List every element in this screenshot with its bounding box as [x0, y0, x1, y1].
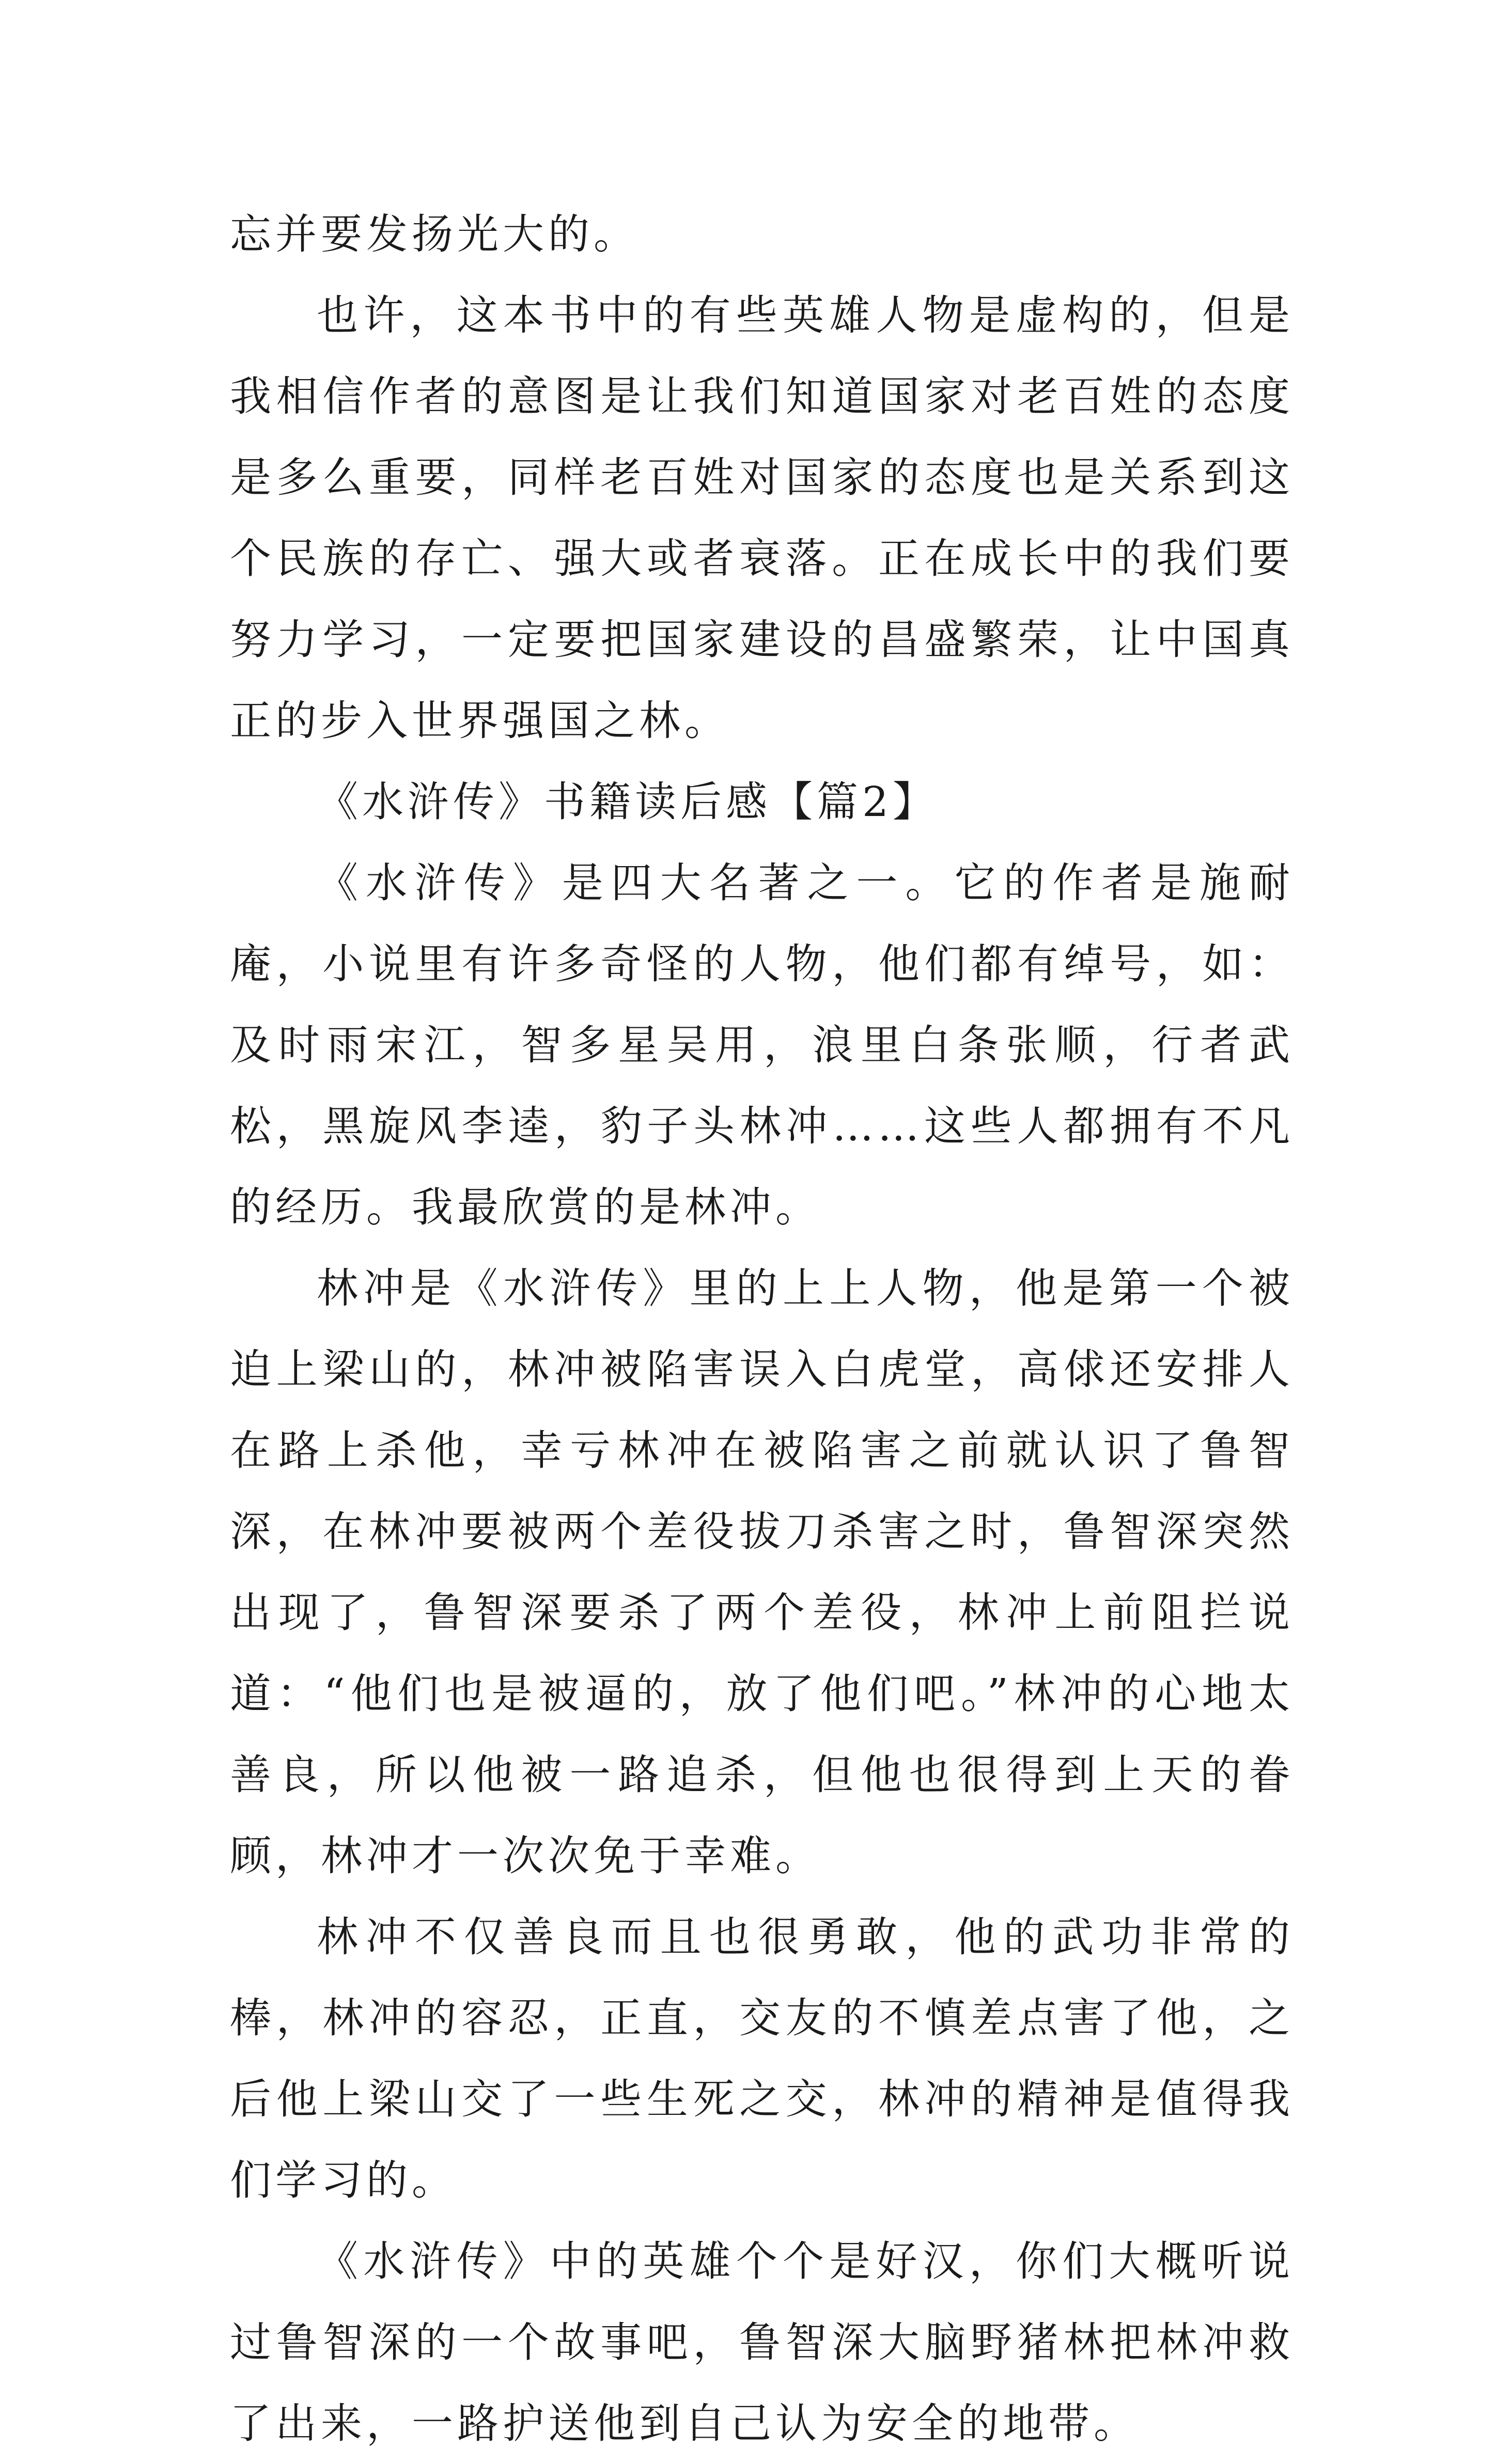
section-heading: 《水浒传》书籍读后感【篇2】: [317, 778, 938, 826]
paragraph-lin-chong-character: 林冲不仅善良而且也很勇敢，他的武功非常的棒，林冲的容忍，正直，交友的不慎差点害了他，之后他上梁山交了一些生死之交，林冲的精神是值得我们学习的。: [230, 1913, 1294, 2204]
paragraph-hero-fiction: 也许，这本书中的有些英雄人物是虚构的，但是我相信作者的意图是让我们知道国家对老百姓的态度是多么重要，同样老百姓对国家的态度也是关系到这个民族的存亡、强大或者衰落。正在成长中的我们要努力学习，一定要把国家建设的昌盛繁荣，让中国真正的步入世界强国之林。: [230, 291, 1294, 745]
paragraph-lu-zhishen: 《水浒传》中的英雄个个是好汉，你们大概听说过鲁智深的一个故事吧，鲁智深大脑野猪林把林冲救了出来，一路护送他到自己认为安全的地带。: [230, 2237, 1294, 2447]
paragraph-continuation: 忘并要发扬光大的。: [230, 210, 639, 258]
document-body: [230, 194, 1294, 2464]
paragraph-lin-chong-story: 林冲是《水浒传》里的上上人物，他是第一个被迫上梁山的，林冲被陷害误入白虎堂，高俅还安排人在路上杀他，幸亏林冲在被陷害之前就认识了鲁智深，在林冲要被两个差役拔刀杀害之时，鲁智深突然出现了，鲁智深要杀了两个差役，林冲上前阻拦说道：“他们也是被逼的，放了他们吧。”林冲的心地太善良，所以他被一路追杀，但他也很得到上天的眷顾，林冲才一次次免于幸难。: [230, 1264, 1294, 1880]
paragraph-intro: 《水浒传》是四大名著之一。它的作者是施耐庵，小说里有许多奇怪的人物，他们都有绰号，如：及时雨宋江，智多星吴用，浪里白条张顺，行者武松，黑旋风李逵，豹子头林冲……这些人都拥有不凡的经历。我最欣赏的是林冲。: [230, 859, 1294, 1231]
